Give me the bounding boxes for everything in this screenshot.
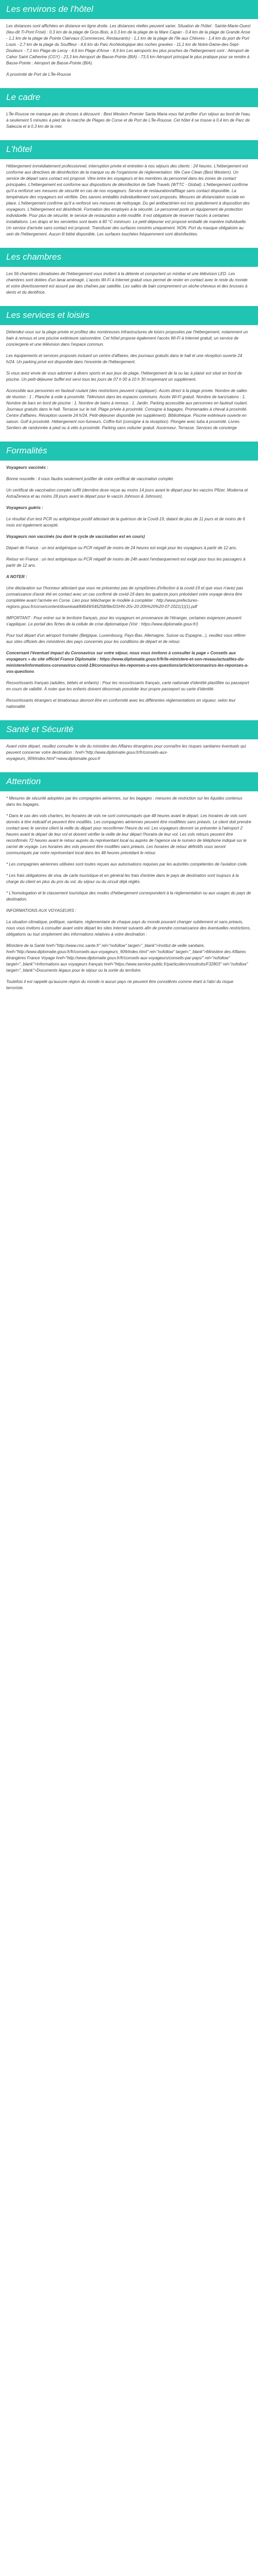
formalites-heading: Voyageurs non vaccinés (ou dont le cycle de vaccination est en cours) xyxy=(6,534,145,539)
formalites-heading: Voyageurs guéris : xyxy=(6,505,43,510)
formalites-paragraph: Pour tout départ d'un aéroport frontalier (Belgique, Luxembourg, Pays-Bas, Allemagne, Suisse ou Espagne...), veuillez vous référer aux sites officiels des ministères des pays concernés pour les conditions de départ et de retour. xyxy=(6,633,246,644)
formalites-paragraph: Ressortissants étrangers et binationaux devront être en conformité avec les différentes réglementations en vigueur, selon leur nationalité. xyxy=(6,698,236,709)
hotel-paragraph: Hébergement immédiatement professionnel, interruption privée et entretien à nos séjours des clients : 24 heures. L'hébergement est conforme aux directives de désinfection de la marque ou de l'organisme de réglementation. We Care Clean (Best Western). Un service de départ sans contact est proposé. Vitre entre les voyageurs et les membres du personnel dans les zones de contact principales. L'hébergement est conforme aux dispositions de désinfection de Safe Travels (WTTC - Global). L'hébergement confirme qu'il a renforcé ses mesures de sécurité en cas de nos voyageurs. Service de restauration/affilage sans contact disponible. La température des voyageurs est vérifiée. Des savons emballés individuellement sont proposés. Mesures de distanciation sociale en place. L'hébergement confirme qu'il a renforcé ses mesures de nettoyage. Du gel antibactérien est mis gratuitement à disposition des voyageurs. L'hébergement est désinfecté. Formation des employés à la sécurité. Le personnel porte un équipement de protection individuelle. Pour plus de sécurité, le service de restauration a été modifié. Il est obligatoire de réserver l'accès à certaines installations. Les draps et les serviettes sont lavés à 60 °C minimum. Le petit-déjeuner est proposé emballé de manière individuelle. Un service d'arrivée sans contact est proposé. Transfuser des surfaces ronstrés uniquement. NON. Port du masque obligatoire au sein de l'hébergement. Aucun lit bébé disponible. Les surfaces touchées fréquemment sont désinfectées. xyxy=(6,164,250,236)
section-body-sante xyxy=(0,739,258,772)
section-title-cadre: Le cadre xyxy=(0,88,258,107)
formalites-coronavirus-notice: Concernant l'éventuel impact du Coronavirus sur votre séjour, nous vous invitons à consulter la page « Conseils aux voyageurs » du site officiel France Diplomatie : https://www.diplomatie.gouv.fr/fr/le-ministere-et-son-reseau/actualites-du-ministere/informations-coronavirus-covid-19/coronavirus-les-reponses-a-vos-questions/article/coronavirus-les-reponses-a-vos-questions xyxy=(6,651,249,674)
attention-paragraph: * Dans le cas des vols charters, les horaires de vols ne sont communiqués que 48 heures avant le départ. Les horaires de vols sont donnés à titre indicatif et peuvent être modifiés. Les compagnies aériennes peuvent être modifiées sans préavis. Le client doit prendre contact avec le service client la veille du départ pour reconfirmer l'heure du vol. Les voyageurs devront se présenter à l'aéroport 2 heures avant le départ de leur vol et doivent vérifier la veille de leur départ l'horaire de leur vol. Les vols retours peuvent être reconfirmés 72 heures avant le retour auprès du représentant local ou auprès de l'agence via le numéro de téléphone indiqué sur le carnet de voyage. Les horaires des vols peuvent être modifiés sans préavis. Les horaires de retour définitifs vous seront communiqués par notre représentant local dans les 48 heures précédant le retour. xyxy=(6,814,251,855)
formalites-paragraph: Un certificat de vaccination complet suffit (dernière dose reçue au moins 14 jours avant le départ pour les vaccins Pfizer, Moderna et AstraZeneca et au moins 28 jours avant le départ pour le vaccin Johnson & Johnson). xyxy=(6,488,248,499)
attention-links-paragraph: Ministère de la Santé href="http://www.rmc.sante.fr" rel="nofollow" target="_blank">Institut de veille sanitaire, href="http://www.diplomatie.gouv.fr/fr/conseils-aux-voyageurs_909/index.html" rel="nofollow" target="_blank">Ministère des Affaires étrangères France Voyage href="http://www.diplomatie.gouv.fr/fr/conseils-aux-voyageurs/conseils-par-pays/" rel="nofollow" target="_blank">Informations aux voyageurs français href="https://www.service-public.fr/particuliers/vosdroits/F32803" rel="nofollow" target="_blank">Documents légaux pour le séjour ou la sortie du territoire. xyxy=(6,943,248,973)
section-body-chambres xyxy=(0,267,258,306)
formalites-paragraph: Retour en France : un test antigénique ou PCR négatif de moins de 24h avant l'embarquement est exigé pour tous les passagers à partir de 12 ans. xyxy=(6,557,246,568)
formalites-paragraph: Bonne nouvelle : il vous faudra seulement justifier de votre certificat de vaccination complet. xyxy=(6,477,174,481)
formalites-heading: A NOTER : xyxy=(6,574,27,579)
cadre-paragraph: L'Île-Rousse ne manque pas de choses à découvrir : Best Western Premier Santa Maria vous fait profiter d'un séjour au bord de l'eau, à seulement 5 minutes à pied de la marche de Plages de Corse et de Port de L'Île-Rousse. Cet hôtel 4 se trouve à 0,4 km de Parc de Saleccia et à 0,3 km de la mer. xyxy=(6,112,251,129)
attention-paragraph: * Les compagnies aériennes utilisées sont toutes reçues aux autorisations requises par les autorités compétentes de l'aviation civile. xyxy=(6,862,248,867)
attention-paragraph: * Mesures de sécurité adoptées par les compagnies aériennes, sur les bagages : mesures de restriction sur les liquides contenus dans les bagages. xyxy=(6,796,243,807)
section-body-attention xyxy=(0,791,258,1002)
services-paragraph: Les équipements et services proposés incluent un centre d'affaires, des journaux gratuits dans le hall et une réception ouverte 24 h/24. Un parking privé est disponible dans l'enceinte de l'hébergement. xyxy=(6,353,243,364)
formalites-paragraph: Le résultat d'un test PCR ou antigénique positif attestant de la guérison de la Covid-19, datant de plus de 11 jours et de moins de 6 mois est également accepté. xyxy=(6,517,246,528)
formalites-paragraph: Une déclaration sur l'honneur attestant que vous ne présentez pas de symptômes d'infection à la covid-19 et que vous n'avez pas connaissance d'avoir été en contact avec un cas confirmé de covid-19 dans les quatorze jours précédant votre voyage devra être complétée avant l'arrivée en Corse. Lien pour télécharger le modèle à compléter : http://www.prefectures-regions.gouv.fr/corse/content/download/84649/545258/file/DSHN-20v-20-20h%20%20-07-2021(1)(1).pdf xyxy=(6,586,244,609)
section-title-sante: Santé et Sécurité xyxy=(0,720,258,739)
services-paragraph: Détendez-vous sur la plage privée et profitez des nombreuses infrastructures de loisirs proposées par l'hébergement, notamment un bain à remous et une piscine extérieure saisonnière. Cet hôtel propose également l'accès Wi-Fi à Internet gratuit, un service de conciergerie et une télévision dans l'espace commun. xyxy=(6,330,248,347)
services-paragraph: Si vous avez envie de vous adonner à divers sports et aux jeux de plage, l'hébergement de la ou lac à plaisir est situé en bord de piscine. Un petit-déjeuner buffet est servi tous les jours de 07 h 00 à 10 h 30 moyennant un supplément. xyxy=(6,371,242,382)
section-body-cadre xyxy=(0,107,258,140)
section-title-attention: Attention xyxy=(0,772,258,791)
environs-paragraph: À proximité de Port de L'Île-Rousse xyxy=(6,72,71,77)
formalites-heading: Voyageurs vaccinés : xyxy=(6,465,49,470)
attention-paragraph: * L'homologation et le classement touristique des modes d'hébergement correspondent à la réglementation ou aux usages du pays de destination. xyxy=(6,891,251,902)
section-body-formalites xyxy=(0,461,258,720)
formalites-paragraph: Départ de France : un test antigénique ou PCR négatif de moins de 24 heures est exigé pour les voyageurs à partir de 12 ans. xyxy=(6,546,237,550)
section-body-hotel xyxy=(0,159,258,248)
environs-paragraph: Les distances sont affichées en distance en ligne droite. Les distances réelles peuvent varier. Situation de l'hôtel : Sainte-Marie-Ouest (lieu-dit Ti-Pont Frisé) : 0,3 km de la plage de Gros-Bois, à 0,3 km de la plage de la Mare Capan - 0,4 km de la plage de Grande Anse - 1,1 km de la plage de Pointe Clairvaux (Commerces, Restaurants) - 1,1 km de la plage de l'île aux Chèvres - 1,4 km du port de Port Louis - 2,7 km de la plage du Souffleur - 4,6 km du Parc Archéologique des roches gravées - 11,1 km de Notre-Dame-des-Sept-Douleurs - 7,1 km Plage de Leroy - 4,6 km Plage d'Anse - 8,9 km Les aéroports les plus proches de l'hébergement sont : Aéroport de Cahor Saint Catherine (CGY) - 23,3 km Aéroport de Basse-Pointe (BIA) - 73,5 km Aéroport principal le plus pratique pour se rendre à Basse-Pointe : Aéroport de Basse-Pointe (BIA). xyxy=(6,24,251,65)
sante-paragraph: Avant votre départ, veuillez consulter le site du ministère des Affaires étrangères pour connaître les risques sanitaires éventuels qui peuvent concerner votre destination : href="http://www.diplomatie.gouv.fr/fr/conseils-aux-voyageurs_909/index.html">www.diplomatie.gouv.fr xyxy=(6,744,246,761)
section-title-services: Les services et loisirs xyxy=(0,306,258,325)
section-title-chambres: Les chambres xyxy=(0,248,258,267)
section-body-environs xyxy=(0,19,258,88)
section-title-environs: Les environs de l'hôtel xyxy=(0,0,258,19)
chambres-paragraph: Les 56 chambres climatisées de l'hébergement vous invitent à la détente et comportent un minibar et une télévision LED. Les chambres sont dotées d'un lanai aménagé. L'accès Wi-Fi à Internet gratuit vous permet de rester en contact avec le reste du monde et votre divertissement est assuré par des chaînes par satellite. Les salles de bain comprennent un sèche-cheveux et des brosses à dents et du dentifrice. xyxy=(6,272,248,295)
services-paragraph: Accessible aux personnes en fauteuil roulant (des restrictions peuvent s'appliquer). Accès direct à la plage privée. Nombre de salles de réunion : 1 ; Planche à voile à proximité. Télévision dans les espaces communs. Accès Wi-Fi gratuit. Nombre de bars/salons : 1. Nombre de bars en bord de piscine : 1. Nombre de bains à remous : 1. Jardin. Parking accessible aux personnes en fauteuil roulant. Journaux gratuits dans le hall. Terrasse sur le toit. Plage privée à proximité. Consigne à bagages. Promenades à cheval à proximité. Centre d'affaires. Réception ouverte 24 h/24. Petit-déjeuner disponible (en supplément). Bibliothèque. Piscine extérieure ouverte en saison. Golf à proximité. Hébergement non-fumeurs. Coffre-fort (consigne à la réception). Plongée avec tuba à proximité. Livres. Sentiers de randonnée à pied ou à vélo à proximité. Parking sans voiturier gratuit. Ascenseur. Terrasse. Services de concierge xyxy=(6,388,248,430)
attention-info-heading: INFORMATIONS AUX VOYAGEURS : xyxy=(6,908,77,913)
section-title-hotel: L'hôtel xyxy=(0,140,258,159)
attention-paragraph: * Les frais obligatoires de visa, de carte touristique et en général les frais d'entrée dans le pays de destination sont toujours à la charge du client en plus du prix du vol, du séjour ou du circuit déjà réglés. xyxy=(6,873,239,884)
section-body-services xyxy=(0,325,258,442)
formalites-paragraph: Ressortissants français (adultes, bébés et enfants) : Pour les ressortissants français, carte nationale d'identité plastifiée ou passeport en cours de validité. À noter que les enfants doivent désormais posséder leur propre passeport ou carte d'identité. xyxy=(6,681,249,691)
attention-paragraph: Toutefois il est rappelé qu'aucune région du monde ni aucun pays ne peuvent être considérés comme étant à l'abri du risque terroriste. xyxy=(6,979,234,990)
attention-paragraph: La situation climatique, politique, sanitaire, réglementaire de chaque pays du monde pouvant changer subitement et sans préavis, nous vous invitons à consulter avant votre départ les sites Internet suivants afin de prendre connaissance des éventuelles restrictions, obligations ou tout simplement des informations relatives à votre destination : xyxy=(6,920,251,937)
section-title-formalites: Formalités xyxy=(0,442,258,461)
formalites-paragraph: IMPORTANT : Pour entrer sur le territoire français, pour les voyageurs en provenance de l'étranger, certaines exigences peuvent s'appliquer. Le portail des fiches de la cellule de crise diplomatique (Voir : https://www.diplomatie.gouv.fr/) xyxy=(6,616,241,626)
